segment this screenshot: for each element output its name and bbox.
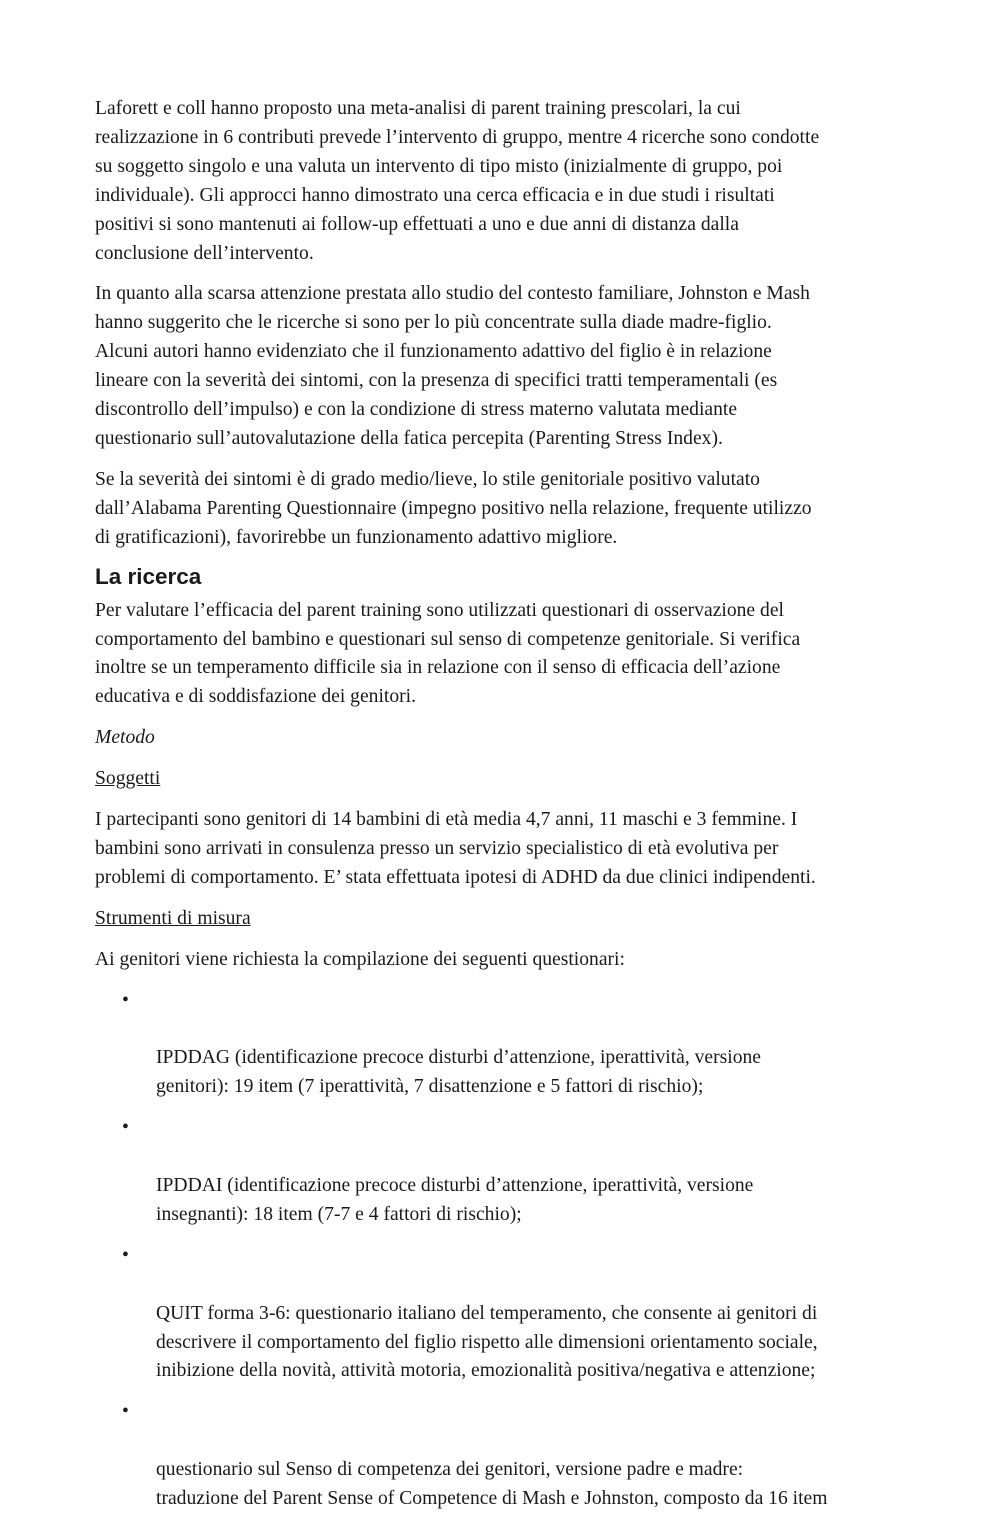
tools-intro: Ai genitori viene richiesta la compilazione dei seguenti questionari: [95, 948, 625, 970]
method-label: Metodo [95, 727, 155, 749]
list-item [95, 1398, 910, 1514]
list-item-text: questionario sul Senso di competenza dei genitori, versione padre e madre: traduzione del Parent Sense of Competence di Mash e Johnston, composto da 16 item [156, 1459, 828, 1510]
bullet-icon: • [122, 1401, 129, 1423]
tools-label: Strumenti di misura [95, 907, 251, 929]
bullet-icon: • [122, 1244, 129, 1266]
document-page [95, 95, 910, 1526]
section-intro: Per valutare l’efficacia del parent training sono utilizzati questionari di osservazione del comportamento del bambino e questionari sul senso di competenze genitoriale. Si verifica inoltre se un temperamento difficile sia in relazione con il senso di efficacia dell’azione educativa e di soddisfazione dei genitori. [95, 599, 801, 708]
paragraph-meta-analysis: Laforett e coll hanno proposto una meta-analisi di parent training prescolari, la cui realizzazione in 6 contributi prevede l’intervento di gruppo, mentre 4 ricerche sono condotte su soggetto singolo e una valuta un intervento di tipo misto (inizialmente di gruppo, poi individuale). Gli approcci hanno dimostrato una cerca efficacia e in due studi i risultati positivi si sono mantenuti ai follow-up effettuati a uno e due anni di distanza dalla conclusione dell’intervento. [95, 98, 820, 264]
list-item-text: IPDDAG (identificazione precoce disturbi d’attenzione, iperattività, versione genitori): 19 item (7 iperattività, 7 disattenzione e 5 fattori di rischio); [156, 1047, 762, 1098]
questionnaire-list [95, 987, 910, 1514]
bullet-icon: • [122, 989, 129, 1011]
list-item [95, 987, 910, 1103]
paragraph-family-context: In quanto alla scarsa attenzione prestata allo studio del contesto familiare, Johnston e Mash hanno suggerito che le ricerche si sono per lo più concentrate sulla diade madre-figlio. Alcuni autori hanno evidenziato che il funzionamento adattivo del figlio è in relazione lineare con la severità dei sintomi, con la presenza di specifici tratti temperamentali (es discontrollo dell’impulso) e con la condizione di stress materno valutata mediante questionario sull’autovalutazione della fatica percepita (Parenting Stress Index). [95, 283, 810, 449]
section-heading: La ricerca [95, 563, 202, 589]
paragraph-parenting-style: Se la severità dei sintomi è di grado medio/lieve, lo stile genitoriale positivo valutato dall’Alabama Parenting Questionnaire (impegno positivo nella relazione, frequente utilizzo di gratificazioni), favorirebbe un funzionamento adattivo migliore. [95, 468, 812, 548]
subjects-text: I partecipanti sono genitori di 14 bambini di età media 4,7 anni, 11 maschi e 3 femmine. I bambini sono arrivati in consulenza presso un servizio specialistico di età evolutiva per problemi di comportamento. E’ stata effettuata ipotesi di ADHD da due clinici indipendenti. [95, 809, 816, 888]
list-item-text: QUIT forma 3-6: questionario italiano del temperamento, che consente ai genitori di descrivere il comportamento del figlio rispetto alle dimensioni orientamento sociale, inibizione della novità, attività motoria, emozionalità positiva/negativa e attenzione; [156, 1302, 818, 1382]
bullet-icon: • [122, 1117, 129, 1139]
list-item-text: IPDDAI (identificazione precoce disturbi d’attenzione, iperattività, versione insegnanti): 18 item (7-7 e 4 fattori di rischio); [156, 1175, 754, 1225]
list-item [95, 1242, 910, 1387]
subjects-label: Soggetti [95, 768, 161, 790]
list-item [95, 1114, 910, 1230]
